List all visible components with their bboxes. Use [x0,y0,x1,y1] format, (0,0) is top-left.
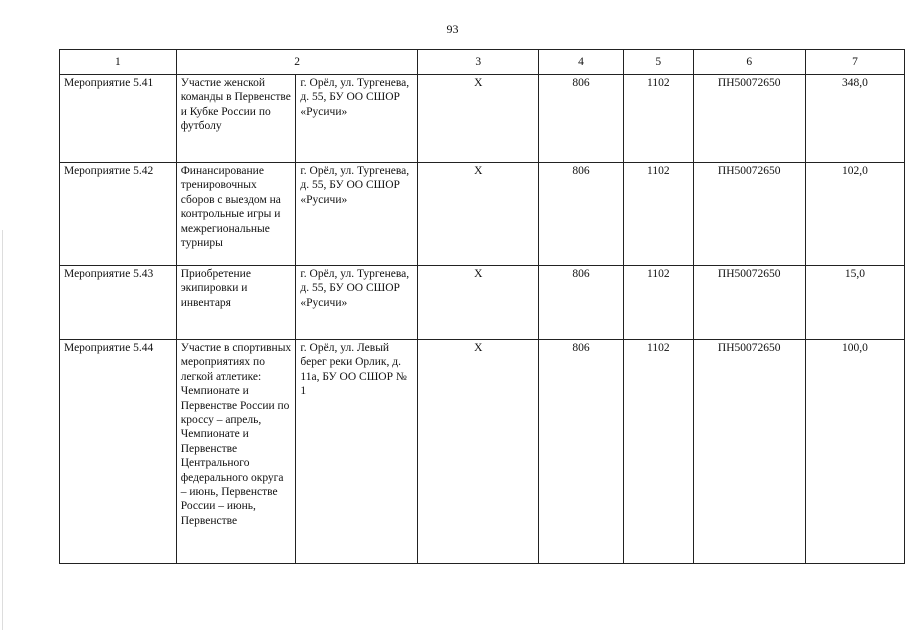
header-cell: 7 [805,50,904,75]
activity-name: Участие женской команды в Первенстве и Кубке России по футболу [176,75,296,163]
scan-margin-line [2,230,3,630]
header-cell: 3 [418,50,538,75]
page-number: 93 [446,22,459,36]
col6-value: ПН50072650 [693,163,805,266]
col3-value: Х [418,163,538,266]
col5-value: 1102 [624,340,693,564]
table-header-row [60,50,905,75]
activity-id: Мероприятие 5.44 [60,340,177,564]
col3-value: Х [418,75,538,163]
activity-name: Финансирование тренировочных сборов с выездом на контрольные игры и межрегиональные турниры [176,163,296,266]
col4-value: 806 [538,163,623,266]
table-row [60,266,905,340]
col6-value: ПН50072650 [693,266,805,340]
activity-name: Участие в спортивных мероприятиях по легкой атлетике: Чемпионате и Первенстве России по кроссу – апрель, Чемпионате и Первенстве Центрального федерального округа – июнь, Первенстве России – июнь, Первенстве [176,340,296,564]
activity-name: Приобретение экипировки и инвентаря [176,266,296,340]
table-row [60,163,905,266]
header-cell: 5 [624,50,693,75]
header-cell: 4 [538,50,623,75]
header-cell: 2 [176,50,418,75]
col6-value: ПН50072650 [693,340,805,564]
amount-value: 100,0 [805,340,904,564]
activity-id: Мероприятие 5.41 [60,75,177,163]
col3-value: Х [418,266,538,340]
table-row [60,340,905,564]
col5-value: 1102 [624,75,693,163]
col5-value: 1102 [624,266,693,340]
amount-value: 15,0 [805,266,904,340]
amount-value: 102,0 [805,163,904,266]
budget-table [59,49,905,564]
activity-place: г. Орёл, ул. Левый берег реки Орлик, д. 11а, БУ ОО СШОР № 1 [296,340,418,564]
col4-value: 806 [538,266,623,340]
col5-value: 1102 [624,163,693,266]
table-row [60,75,905,163]
col6-value: ПН50072650 [693,75,805,163]
activity-place: г. Орёл, ул. Тургенева, д. 55, БУ ОО СШОР «Русичи» [296,163,418,266]
activity-place: г. Орёл, ул. Тургенева, д. 55, БУ ОО СШОР «Русичи» [296,266,418,340]
col4-value: 806 [538,340,623,564]
header-cell: 1 [60,50,177,75]
activity-id: Мероприятие 5.42 [60,163,177,266]
activity-id: Мероприятие 5.43 [60,266,177,340]
amount-value: 348,0 [805,75,904,163]
col3-value: Х [418,340,538,564]
header-cell: 6 [693,50,805,75]
activity-place: г. Орёл, ул. Тургенева, д. 55, БУ ОО СШОР «Русичи» [296,75,418,163]
col4-value: 806 [538,75,623,163]
